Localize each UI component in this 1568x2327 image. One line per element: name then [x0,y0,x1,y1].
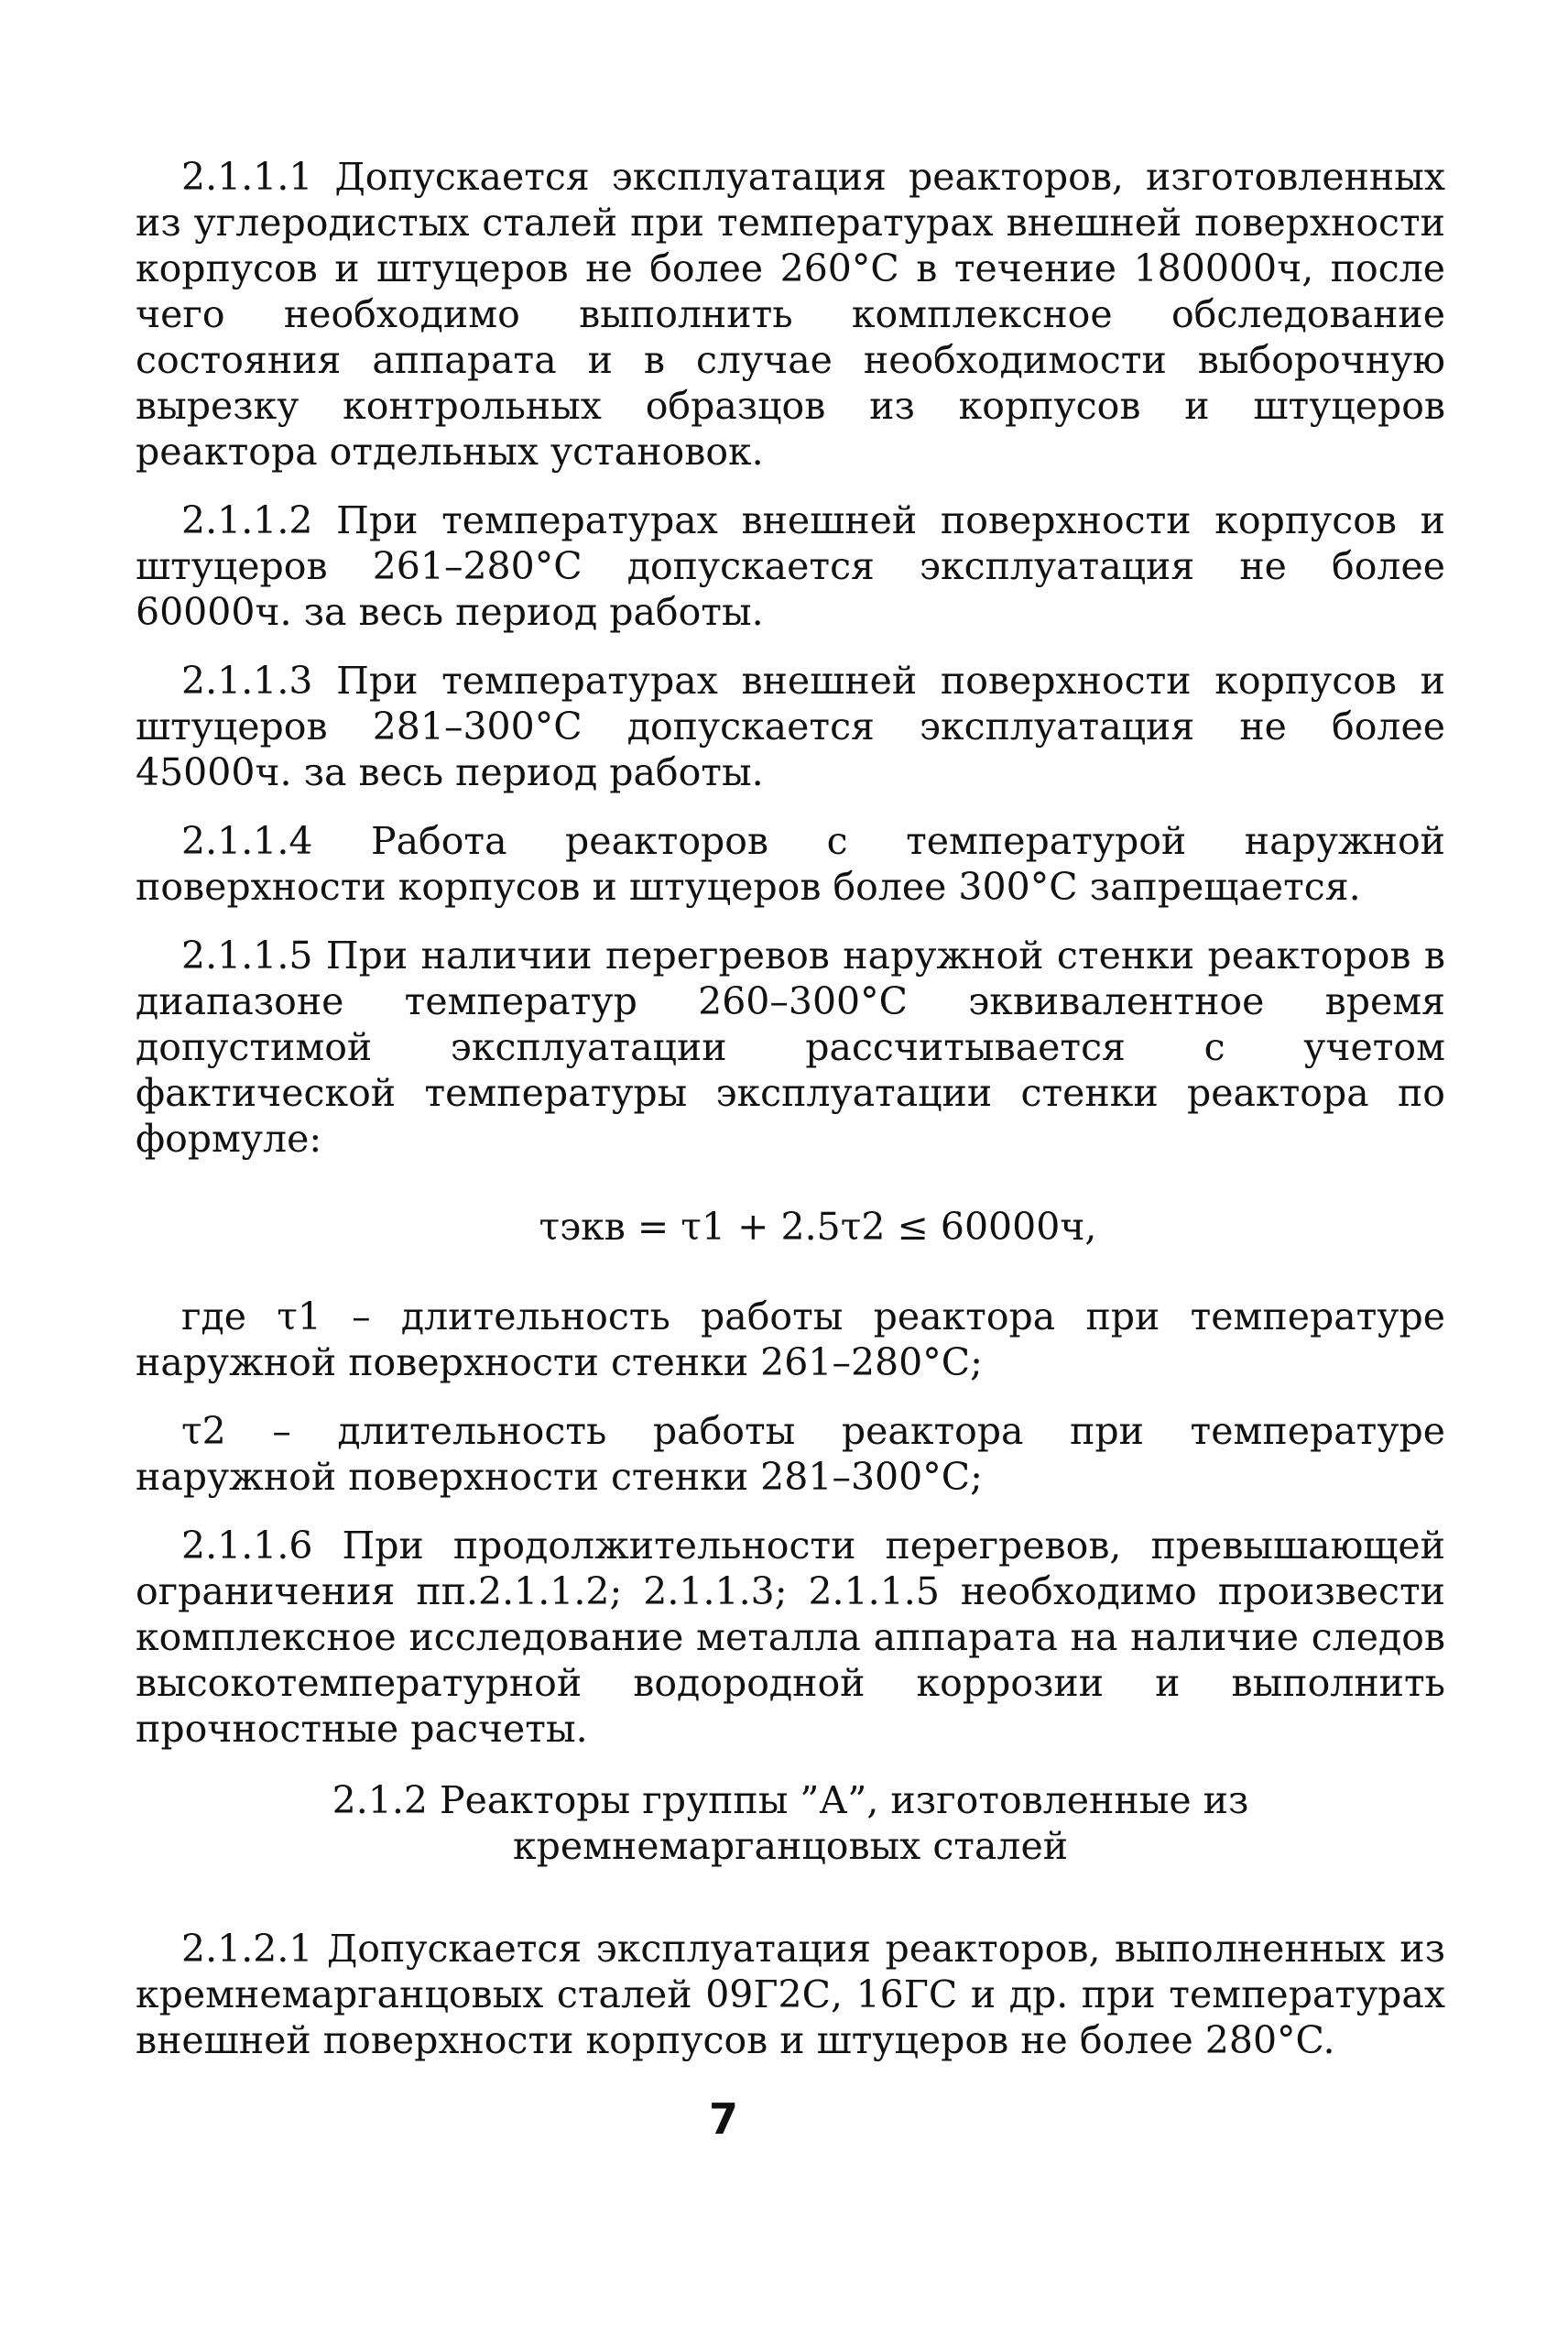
paragraph-2-1-1-3: 2.1.1.3 При температурах внешней поверхности корпусов и штуцеров 281–300°C допускается эксплуатация не более 45000ч. за весь период работы. [136,659,1445,794]
equivalent-time-formula: τэкв = τ1 + 2.5τ2 ≤ 60000ч, [539,1205,1097,1249]
paragraph-2-1-2-1: 2.1.2.1 Допускается эксплуатация реакторов, выполненных из кремнемарганцовых сталей 09Г2С, 16ГС и др. при температурах внешней поверхности корпусов и штуцеров не более 280°C. [136,1927,1445,2062]
formula-definition-tau2: τ2 – длительность работы реактора при температуре наружной поверхности стенки 281–300°C; [136,1409,1445,1499]
paragraph-2-1-1-1: 2.1.1.1 Допускается эксплуатация реакторов, изготовленных из углеродистых сталей при температурах внешней поверхности корпусов и штуцеров не более 260°C в течение 180000ч, после чего необходимо выполнить комплексное обследование состояния аппарата и в случае необходимости выборочную вырезку контрольных образцов из корпусов и штуцеров реактора отдельных установок. [136,155,1445,474]
paragraph-2-1-1-6: 2.1.1.6 При продолжительности перегревов, превышающей ограничения пп.2.1.1.2; 2.1.1.3; 2.1.1.5 необходимо произвести комплексное исследование металла аппарата на наличие следов высокотемпературной водородной коррозии и выполнить прочностные расчеты. [136,1524,1445,1751]
paragraph-2-1-1-5: 2.1.1.5 При наличии перегревов наружной стенки реакторов в диапазоне температур 260–300°C эквивалентное время допустимой эксплуатации рассчитывается с учетом фактической температуры эксплуатации стенки реактора по формуле: [136,934,1445,1161]
paragraph-2-1-1-2: 2.1.1.2 При температурах внешней поверхности корпусов и штуцеров 261–280°C допускается эксплуатация не более 60000ч. за весь период работы. [136,498,1445,634]
paragraph-2-1-1-4: 2.1.1.4 Работа реакторов с температурой наружной поверхности корпусов и штуцеров более 300°C запрещается. [136,819,1445,909]
formula-definition-tau1: где τ1 – длительность работы реактора при температуре наружной поверхности стенки 261–280°C; [136,1295,1445,1384]
section-heading-2-1-2: 2.1.2 Реакторы группы ”А”, изготовленные из кремнемарганцовых сталей [332,1778,1249,1868]
page-body [136,154,1445,2086]
page-number: 7 [708,2094,738,2144]
